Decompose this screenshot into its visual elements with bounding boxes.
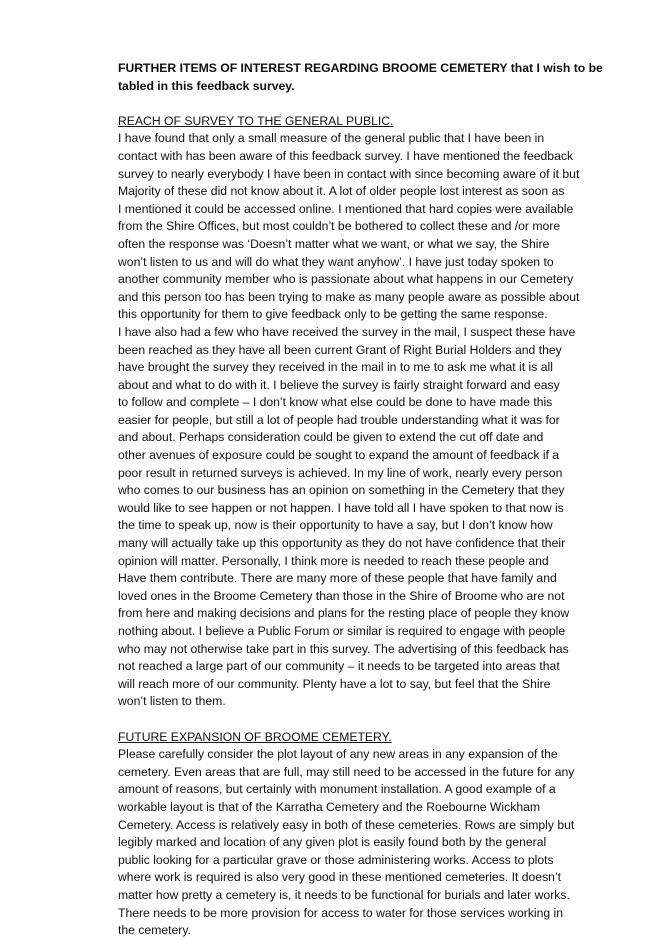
body-text-line: would like to see happen or not happen. I have told all I have spoken to that now is xyxy=(118,500,564,515)
body-text-line: this opportunity for them to give feedback only to be getting the same response. xyxy=(118,307,548,322)
body-text-line: cemetery. Even areas that are full, may still need to be accessed in the future for any xyxy=(118,764,575,779)
section-heading: REACH OF SURVEY TO THE GENERAL PUBLIC. xyxy=(118,113,394,128)
body-text-line: contact with has been aware of this feedback survey. I have mentioned the feedback xyxy=(118,148,574,163)
body-text-line: not reached a large part of our community – it needs to be targeted into areas that xyxy=(118,659,560,674)
body-text-line: There needs to be more provision for access to water for those services working in xyxy=(118,905,564,920)
body-text-line: legibly marked and location of any given plot is easily found both by the general xyxy=(118,835,547,850)
section-reach-of-survey xyxy=(118,113,588,711)
body-text-line: matter how pretty a cemetery is, it needs to be functional for burials and later works. xyxy=(118,887,570,902)
body-text-line: won’t listen to them. xyxy=(118,694,226,709)
body-text-line: opinion will matter. Personally, I think more is needed to reach these people and xyxy=(118,553,549,568)
body-text-line: about and what to do with it. I believe the survey is fairly straight forward and easy xyxy=(118,377,560,392)
body-text-line: public looking for a particular grave or those administering works. Access to plots xyxy=(118,852,554,867)
body-text-line: poor result in returned surveys is achieved. In my line of work, nearly every person xyxy=(118,465,563,480)
body-text-line: many will actually take up this opportunity as they do not have confidence that their xyxy=(118,536,566,551)
body-text-line: workable layout is that of the Karratha Cemetery and the Roebourne Wickham xyxy=(118,799,541,814)
body-text-line: Majority of these did not know about it. A lot of older people lost interest as soon as xyxy=(118,184,565,199)
body-text-line: and about. Perhaps consideration could be given to extend the cut off date and xyxy=(118,430,544,445)
title-line: tabled in this feedback survey. xyxy=(118,78,295,93)
body-text-line: have brought the survey they received in the mail in to me to ask me what it is all xyxy=(118,360,553,375)
body-text-line: Please carefully consider the plot layout of any new areas in any expansion of the xyxy=(118,747,558,762)
section-future-expansion xyxy=(118,729,588,940)
section-body xyxy=(118,746,588,940)
body-text-line: the cemetery. xyxy=(118,923,191,938)
body-text-line: been reached as they have all been current Grant of Right Burial Holders and they xyxy=(118,342,562,357)
document-body xyxy=(118,60,603,940)
section-body xyxy=(118,130,588,711)
body-text-line: Have them contribute. There are many more of these people that have family and xyxy=(118,571,557,586)
body-text-line: other avenues of exposure could be sought to expand the amount of feedback if a xyxy=(118,448,560,463)
body-text-line: I mentioned it could be accessed online. I mentioned that hard copies were available xyxy=(118,201,574,216)
body-text-line: from the Shire Offices, but most couldn’t be bothered to collect these and /or more xyxy=(118,219,561,234)
title-line: FURTHER ITEMS OF INTEREST REGARDING BROOME CEMETERY that I wish to be xyxy=(118,61,603,75)
body-text-line: will reach more of our community. Plenty have a lot to say, but feel that the Shire xyxy=(118,676,551,691)
body-text-line: to follow and complete – I don’t know what else could be done to have made this xyxy=(118,395,553,410)
body-text-line: another community member who is passionate about what happens in our Cemetery xyxy=(118,272,574,287)
section-heading: FUTURE EXPANSION OF BROOME CEMETERY. xyxy=(118,729,392,744)
body-text-line: survey to nearly everybody I have been in contact with since becoming aware of it but xyxy=(118,166,580,181)
body-text-line: where work is required is also very good in these mentioned cemeteries. It doesn’t xyxy=(118,870,562,885)
spacer xyxy=(118,95,588,113)
body-text-line: I have also had a few who have received the survey in the mail, I suspect these have xyxy=(118,324,576,339)
body-text-line: loved ones in the Broome Cemetery than those in the Shire of Broome who are not xyxy=(118,588,565,603)
spacer xyxy=(118,711,588,729)
body-text-line: the time to speak up, now is their opportunity to have a say, but I don’t know how xyxy=(118,518,553,533)
body-text-line: and this person too has been trying to make as many people aware as possible about xyxy=(118,289,580,304)
body-text-line: from here and making decisions and plans for the resting place of people they know xyxy=(118,606,570,621)
document-title xyxy=(118,60,603,95)
body-text-line: Cemetery. Access is relatively easy in both of these cemeteries. Rows are simply but xyxy=(118,817,575,832)
body-text-line: amount of reasons, but certainly with monument installation. A good example of a xyxy=(118,782,556,797)
body-text-line: often the response was ‘Doesn’t matter what we want, or what we say, the Shire xyxy=(118,236,550,251)
body-text-line: who comes to our business has an opinion on something in the Cemetery that they xyxy=(118,483,565,498)
body-text-line: easier for people, but still a lot of people had trouble understanding what it was for xyxy=(118,412,560,427)
body-text-line: nothing about. I believe a Public Forum or similar is required to engage with people xyxy=(118,624,566,638)
body-text-line: who may not otherwise take part in this survey. The advertising of this feedback has xyxy=(118,641,569,656)
body-text-line: I have found that only a small measure of the general public that I have been in xyxy=(118,131,545,146)
body-text-line: won’t listen to us and will do what they want anyhow’. I have just today spoken to xyxy=(118,254,554,269)
